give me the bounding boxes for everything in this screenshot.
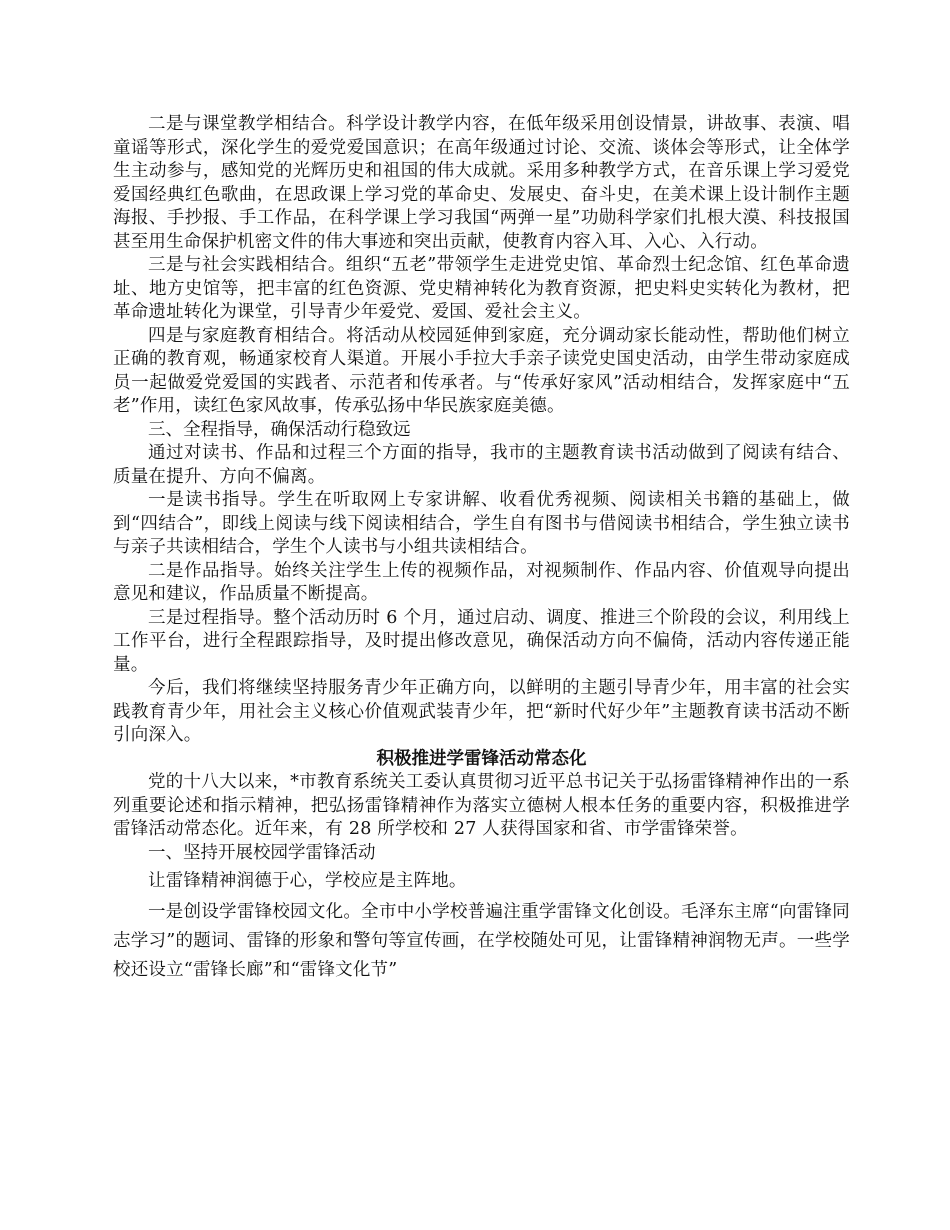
paragraph-main-position: 让雷锋精神润德于心，学校应是主阵地。	[148, 871, 467, 891]
paragraph-guidance-intro: 通过对读书、作品和过程三个方面的指导，我市的主题教育读书活动做到了阅读有结合、质量在提升、方向不偏离。	[113, 443, 850, 487]
paragraph-classroom-teaching: 二是与课堂教学相结合。科学设计教学内容，在低年级采用创设情景，讲故事、表演、唱童谣等形式，深化学生的爱党爱国意识；在高年级通过讨论、交流、谈体会等形式，让全体学生主动参与，感知党的光辉历史和祖国的伟大成就。采用多种教学方式，在音乐课上学习爱党爱国经典红色歌曲，在思政课上学习党的革命史、发展史、奋斗史，在美术课上设计制作主题海报、手抄报、手工作品，在科学课上学习我国“两弹一星”功勋科学家们扎根大漠、科技报国甚至用生命保护机密文件的伟大事迹和突出贡献，使教育内容入耳、入心、入行动。	[113, 114, 850, 252]
section-heading-campus-activity: 一、坚持开展校园学雷锋活动	[148, 842, 376, 863]
paragraph-work-guidance: 二是作品指导。始终关注学生上传的视频作品，对视频制作、作品内容、价值观导向提出意见和建议，作品质量不断提高。	[113, 560, 850, 604]
section-heading-guidance: 三、全程指导，确保活动行稳致远	[148, 419, 411, 440]
paragraph-reading-guidance: 一是读书指导。学生在听取网上专家讲解、收看优秀视频、阅读相关书籍的基础上，做到“四结合”，即线上阅读与线下阅读相结合，学生自有图书与借阅读书相结合，学生独立读书与亲子共读相结合，学生个人读书与小组共读相结合。	[113, 490, 850, 557]
paragraph-process-guidance: 三是过程指导。整个活动历时 6 个月，通过启动、调度、推进三个阶段的会议，利用线上工作平台，进行全程跟踪指导，及时提出修改意见，确保活动方向不偏倚，活动内容传递正能量。	[113, 607, 850, 675]
paragraph-leifeng-intro: 党的十八大以来，*市教育系统关工委认真贯彻习近平总书记关于弘扬雷锋精神作出的一系列重要论述和指示精神，把弘扬雷锋精神作为落实立德树人根本任务的重要内容，积极推进学雷锋活动常态化。近年来，有 28 所学校和 27 人获得国家和省、市学雷锋荣誉。	[113, 772, 850, 839]
paragraph-family-education: 四是与家庭教育相结合。将活动从校园延伸到家庭，充分调动家长能动性，帮助他们树立正确的教育观，畅通家校育人渠道。开展小手拉大手亲子读党史国史活动，由学生带动家庭成员一起做爱党爱国的实践者、示范者和传承者。与“传承好家风”活动相结合，发挥家庭中“五老”作用，读红色家风故事，传承弘扬中华民族家庭美德。	[113, 325, 850, 416]
paragraph-campus-culture: 一是创设学雷锋校园文化。全市中小学校普遍注重学雷锋文化创设。毛泽东主席“向雷锋同志学习”的题词、雷锋的形象和警句等宣传画，在学校随处可见，让雷锋精神润物无声。一些学校还设立“雷锋长廊”和“雷锋文化节”	[113, 902, 850, 980]
article-title: 积极推进学雷锋活动常态化	[376, 748, 587, 769]
document-page	[113, 113, 850, 985]
paragraph-future-plan: 今后，我们将继续坚持服务青少年正确方向，以鲜明的主题引导青少年，用丰富的社会实践教育青少年，用社会主义核心价值观武装青少年，把“新时代好少年”主题教育读书活动不断引向深入。	[113, 678, 850, 745]
paragraph-social-practice: 三是与社会实践相结合。组织“五老”带领学生走进党史馆、革命烈士纪念馆、红色革命遗址、地方史馆等，把丰富的红色资源、党史精神转化为教育资源，把史料史实转化为教材，把革命遗址转化为课堂，引导青少年爱党、爱国、爱社会主义。	[113, 255, 850, 322]
